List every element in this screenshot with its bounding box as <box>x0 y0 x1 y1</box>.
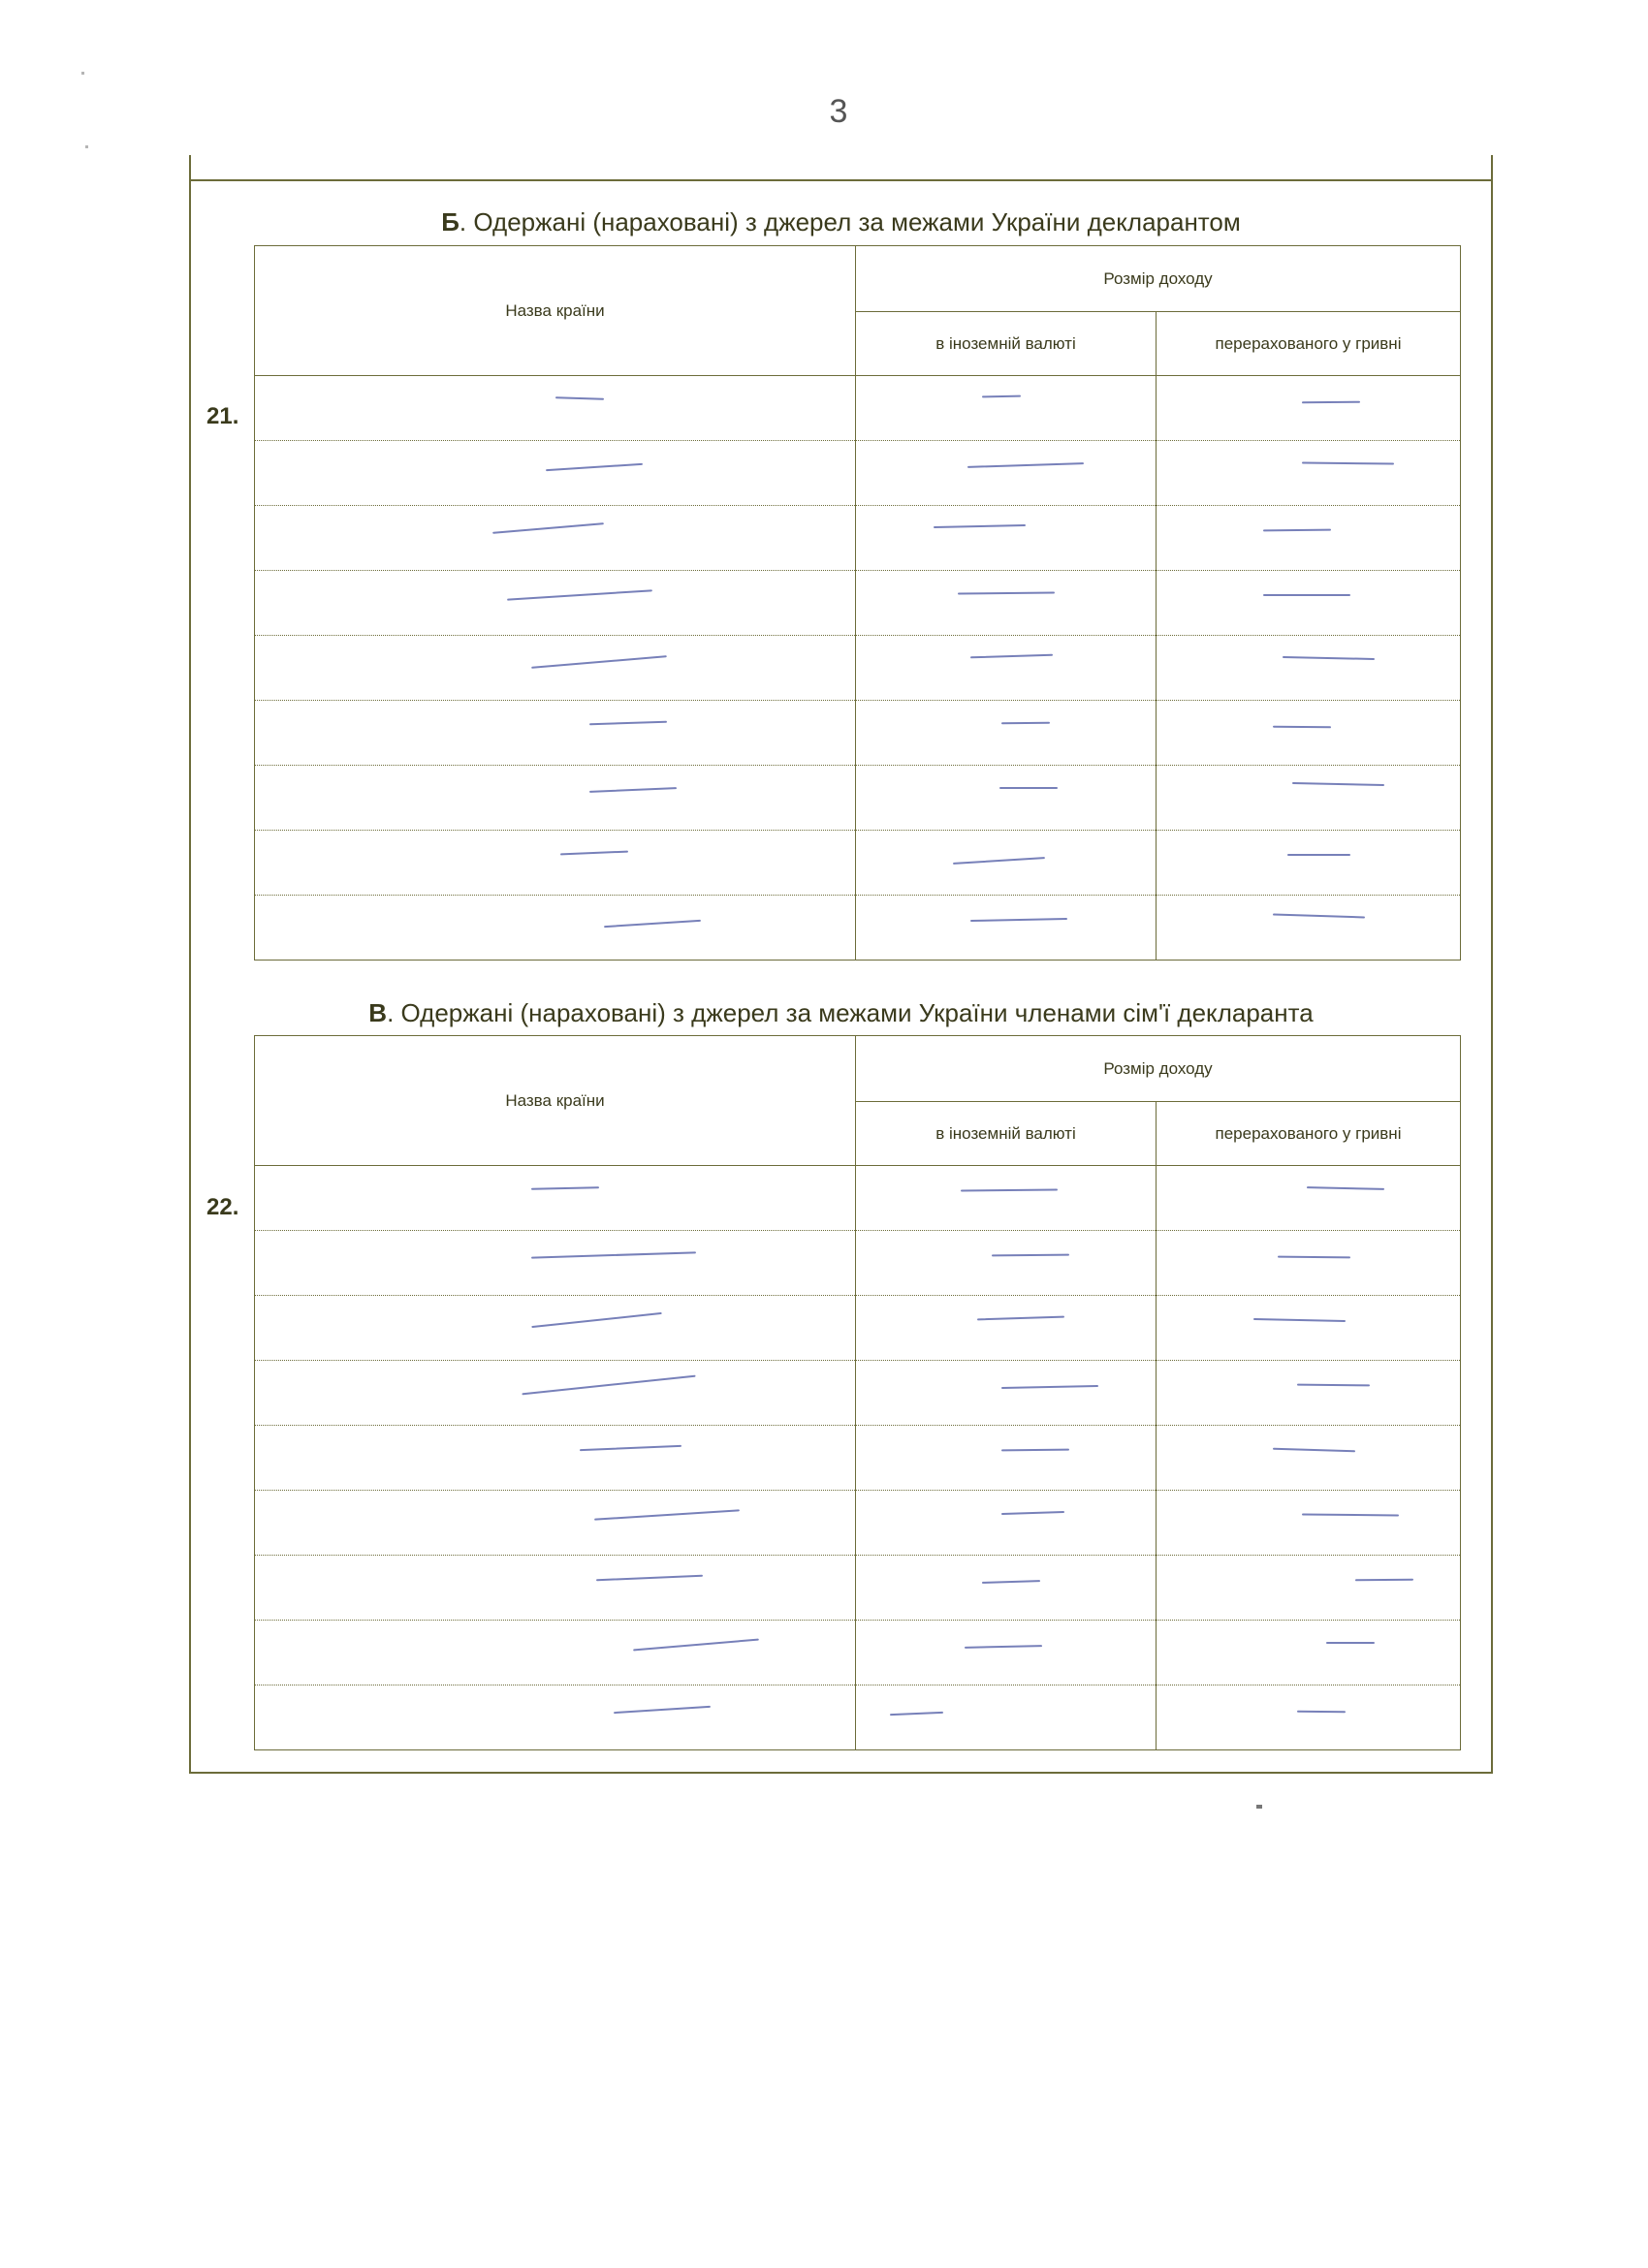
foreign-currency-cell[interactable] <box>856 1426 1157 1491</box>
foreign-currency-cell[interactable] <box>856 506 1157 571</box>
uah-cell[interactable] <box>1157 1296 1461 1361</box>
country-cell[interactable] <box>255 1231 856 1296</box>
foreign-currency-cell[interactable] <box>856 1296 1157 1361</box>
handwritten-dash <box>967 462 1084 468</box>
handwritten-dash <box>1292 782 1384 786</box>
country-cell[interactable] <box>255 376 856 441</box>
uah-cell[interactable] <box>1157 571 1461 636</box>
handwritten-dash <box>531 1312 661 1328</box>
speck <box>85 145 88 148</box>
uah-cell[interactable] <box>1157 1361 1461 1426</box>
speck <box>81 72 84 75</box>
header-uah: перерахованого у гривні <box>1157 312 1461 376</box>
table-row <box>255 571 1461 636</box>
foreign-currency-cell[interactable] <box>856 636 1157 701</box>
handwritten-dash <box>546 463 643 471</box>
foreign-currency-cell[interactable] <box>856 831 1157 896</box>
uah-cell[interactable] <box>1157 1426 1461 1491</box>
table-row <box>255 766 1461 831</box>
handwritten-dash <box>1326 1642 1375 1644</box>
uah-cell[interactable] <box>1157 1491 1461 1556</box>
table-row <box>255 1621 1461 1685</box>
handwritten-dash <box>531 1186 599 1189</box>
handwritten-dash <box>1355 1579 1413 1582</box>
table-row <box>255 831 1461 896</box>
handwritten-dash <box>958 591 1055 594</box>
handwritten-dash <box>1287 854 1350 856</box>
handwritten-dash <box>970 918 1067 922</box>
uah-cell[interactable] <box>1157 701 1461 766</box>
country-cell[interactable] <box>255 1166 856 1231</box>
section-b-title-text: . Одержані (нараховані) з джерел за межами України декларантом <box>459 207 1241 236</box>
country-cell[interactable] <box>255 636 856 701</box>
page-number: 3 <box>829 93 848 130</box>
handwritten-dash <box>589 721 667 726</box>
table-row <box>255 1426 1461 1491</box>
handwritten-dash <box>1302 1513 1399 1516</box>
country-cell[interactable] <box>255 896 856 961</box>
country-cell[interactable] <box>255 1426 856 1491</box>
handwritten-dash <box>555 396 604 400</box>
handwritten-dash <box>1263 529 1331 532</box>
handwritten-dash <box>596 1575 703 1582</box>
foreign-currency-cell[interactable] <box>856 1491 1157 1556</box>
handwritten-dash <box>614 1706 711 1714</box>
header-income-size: Розмір доходу <box>856 1036 1461 1102</box>
table-row <box>255 896 1461 961</box>
table-row <box>255 376 1461 441</box>
foreign-currency-cell[interactable] <box>856 1361 1157 1426</box>
uah-cell[interactable] <box>1157 506 1461 571</box>
handwritten-dash <box>1297 1711 1346 1714</box>
section-v-title <box>189 998 1493 1028</box>
uah-cell[interactable] <box>1157 376 1461 441</box>
table-row <box>255 1361 1461 1426</box>
handwritten-dash <box>1001 1511 1064 1515</box>
handwritten-dash <box>531 655 667 669</box>
header-uah: перерахованого у гривні <box>1157 1102 1461 1166</box>
section-b-letter: Б <box>441 207 460 236</box>
handwritten-dash <box>1302 462 1394 465</box>
uah-cell[interactable] <box>1157 896 1461 961</box>
foreign-currency-cell[interactable] <box>856 766 1157 831</box>
handwritten-dash <box>965 1645 1042 1649</box>
uah-cell[interactable] <box>1157 636 1461 701</box>
handwritten-dash <box>1273 914 1365 919</box>
uah-cell[interactable] <box>1157 1166 1461 1231</box>
handwritten-dash <box>522 1375 695 1396</box>
header-country: Назва країни <box>255 246 856 376</box>
uah-cell[interactable] <box>1157 1685 1461 1750</box>
table-row <box>255 1231 1461 1296</box>
handwritten-dash <box>1001 1449 1069 1452</box>
handwritten-dash <box>970 654 1053 659</box>
handwritten-dash <box>1253 1318 1346 1322</box>
handwritten-dash <box>961 1188 1058 1191</box>
table-row <box>255 1166 1461 1231</box>
uah-cell[interactable] <box>1157 1231 1461 1296</box>
foreign-currency-cell[interactable] <box>856 376 1157 441</box>
row-number-22: 22. <box>206 1194 239 1220</box>
handwritten-dash <box>1278 1256 1350 1259</box>
country-cell[interactable] <box>255 571 856 636</box>
header-foreign-currency: в іноземній валюті <box>856 312 1157 376</box>
header-income-size: Розмір доходу <box>856 246 1461 312</box>
handwritten-dash <box>604 920 701 928</box>
handwritten-dash <box>890 1712 943 1716</box>
handwritten-dash <box>580 1445 681 1451</box>
country-cell[interactable] <box>255 1491 856 1556</box>
foreign-currency-cell[interactable] <box>856 1685 1157 1750</box>
handwritten-dash <box>1001 1385 1098 1389</box>
section-b-title <box>189 207 1493 237</box>
header-country: Назва країни <box>255 1036 856 1166</box>
table-row <box>255 1491 1461 1556</box>
uah-cell[interactable] <box>1157 1556 1461 1621</box>
table-row <box>255 1556 1461 1621</box>
country-cell[interactable] <box>255 701 856 766</box>
foreign-currency-cell[interactable] <box>856 441 1157 506</box>
foreign-currency-cell[interactable] <box>856 1166 1157 1231</box>
handwritten-dash <box>934 524 1026 528</box>
foreign-currency-cell[interactable] <box>856 896 1157 961</box>
handwritten-dash <box>999 787 1058 789</box>
handwritten-dash <box>977 1316 1064 1321</box>
section-v-letter: В <box>368 998 388 1027</box>
foreign-currency-cell[interactable] <box>856 701 1157 766</box>
handwritten-dash <box>560 851 628 856</box>
handwritten-dash <box>589 787 677 793</box>
uah-cell[interactable] <box>1157 441 1461 506</box>
table-row <box>255 636 1461 701</box>
handwritten-dash <box>507 589 652 600</box>
handwritten-dash <box>1297 1384 1370 1387</box>
handwritten-dash <box>982 395 1021 398</box>
handwritten-dash <box>633 1639 759 1652</box>
speck <box>1256 1805 1262 1809</box>
handwritten-dash <box>1283 656 1375 660</box>
handwritten-dash <box>492 522 604 534</box>
table-row <box>255 441 1461 506</box>
foreign-currency-cell[interactable] <box>856 571 1157 636</box>
country-cell[interactable] <box>255 831 856 896</box>
uah-cell[interactable] <box>1157 1621 1461 1685</box>
handwritten-dash <box>992 1254 1069 1257</box>
uah-cell[interactable] <box>1157 766 1461 831</box>
handwritten-dash <box>1302 401 1360 404</box>
country-cell[interactable] <box>255 1361 856 1426</box>
country-cell[interactable] <box>255 506 856 571</box>
handwritten-dash <box>982 1580 1040 1584</box>
foreign-currency-cell[interactable] <box>856 1621 1157 1685</box>
income-table-v <box>254 1035 1461 1750</box>
table-row <box>255 701 1461 766</box>
income-table-b <box>254 245 1461 961</box>
country-cell[interactable] <box>255 766 856 831</box>
header-foreign-currency: в іноземній валюті <box>856 1102 1157 1166</box>
foreign-currency-cell[interactable] <box>856 1231 1157 1296</box>
handwritten-dash <box>953 857 1045 865</box>
section-v-title-text: . Одержані (нараховані) з джерел за межами України членами сім'ї декларанта <box>387 998 1314 1027</box>
country-cell[interactable] <box>255 1621 856 1685</box>
uah-cell[interactable] <box>1157 831 1461 896</box>
country-cell[interactable] <box>255 1556 856 1621</box>
handwritten-dash <box>1307 1186 1384 1190</box>
row-number-21: 21. <box>206 403 239 429</box>
handwritten-dash <box>594 1509 740 1520</box>
foreign-currency-cell[interactable] <box>856 1556 1157 1621</box>
table-row <box>255 1685 1461 1750</box>
table-row <box>255 506 1461 571</box>
country-cell[interactable] <box>255 441 856 506</box>
handwritten-dash <box>531 1251 696 1258</box>
country-cell[interactable] <box>255 1296 856 1361</box>
frame-top-rule <box>189 179 1493 181</box>
handwritten-dash <box>1263 594 1350 596</box>
handwritten-dash <box>1273 1448 1355 1453</box>
handwritten-dash <box>1273 726 1331 729</box>
handwritten-dash <box>1001 722 1050 725</box>
country-cell[interactable] <box>255 1685 856 1750</box>
table-row <box>255 1296 1461 1361</box>
